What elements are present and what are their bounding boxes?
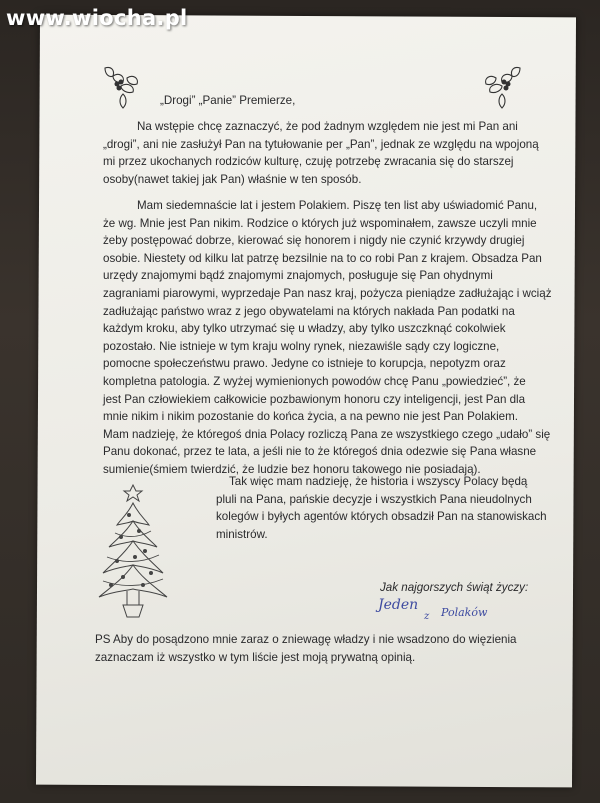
text-line: Na wstępie chcę zaznaczyć, że pod żadnym względem nie jest mi Pan ani xyxy=(137,120,518,133)
text-line: Mam nadzieję, że któregoś dnia Polacy rozliczą Pana ze wszystkiego czego „udało” się xyxy=(103,427,551,441)
text-line: pomocne społeczeństwu prawo. Jedyne co istnieje to korupcja, nepotyzm oraz xyxy=(103,357,506,371)
text-line: jest Pan człowiekiem całkowicie pozbawionym honoru czy inteligencji, jest Pan dla xyxy=(103,392,526,406)
text-line: Tak więc mam nadzieję, że historia i wszyscy Polacy będą xyxy=(229,475,528,488)
text-line: pluli na Pana, pańskie decyzje i wszystkich Pana nieudolnych xyxy=(216,492,532,506)
text-line: kolegów i byłych agentów których obsadził Pan na stanowiskach xyxy=(216,510,547,524)
text-line: każdym kroku, aby tylko utrzymać się u władzy, aby tylko uszczknąć cokolwiek xyxy=(103,322,506,336)
text-line: sumienie(śmiem twierdzić, że ludzie bez honoru takowego nie posiadają). xyxy=(103,462,481,476)
letter-greeting: „Drogi” „Panie” Premierze, xyxy=(160,94,296,107)
paragraph-3 xyxy=(216,473,547,543)
text-line: osobie. Niestety od kilku lat patrzę bezsilnie na to co robi Pan z krajem. Obsadza Pan xyxy=(103,251,542,265)
text-line: zagraniami piarowymi, wyprzedaje Pan nasz kraj, pożycza pieniądze zadłużając i wciąż xyxy=(103,286,552,300)
text-line: pozostało. Nie istnieje w tym kraju wolny rynek, niezawiśle sądy czy logiczne, xyxy=(103,339,500,353)
paragraph-2 xyxy=(103,197,552,479)
postscript xyxy=(95,631,517,666)
signature-word: z xyxy=(424,611,430,622)
text-line: zadłużając państwo wraz z jego obywatelami na których nakłada Pan podatki na xyxy=(103,304,515,318)
text-line: zaznaczam iż wszystko w tym liście jest moją prywatną opinią. xyxy=(95,650,416,664)
text-line: żeby postępować dobrze, kierować się honorem i nigdy nie czynić krzywdy drugiej xyxy=(103,234,525,248)
text-line: „drogi”, ani nie zasłużył Pan na tytułowanie per „Pan”, jednak ze względu na wpojoną xyxy=(103,137,539,151)
text-line: że wg. Mnie jest Pan nikim. Rodzice o których już wspominałem, zawsze uczyli mnie xyxy=(103,216,537,230)
text-line: Panu dokonać, przez te lata, a jeśli nie to że któregoś dnia odezwie się Pana własne xyxy=(103,445,537,459)
christmas-tree-icon xyxy=(93,481,173,621)
text-line: osoby(nawet takiej jak Pan) właśnie w ten sposób. xyxy=(103,172,362,186)
text-line: kompletna patologia. Z wyżej wymienionych powodów chcę Panu „powiedzieć”, że xyxy=(103,374,526,388)
signature-word: Polaków xyxy=(441,606,488,619)
text-line: mi przez ukochanych rodziców kulturę, czuję potrzebę zwracania się do starszej xyxy=(103,155,514,169)
text-line: urzędy znajomymi bądź znajomymi znajomych, posługuje się Pan ohydnymi xyxy=(103,269,493,283)
letter-closing: Jak najgorszych świąt życzy: xyxy=(380,581,529,594)
text-line: Mam siedemnaście lat i jestem Polakiem. Piszę ten list aby uświadomić Panu, xyxy=(137,199,538,212)
text-line: mnie nikim i nikim pozostanie do końca życia, a na pewno nie jest Pan Polakiem. xyxy=(103,410,519,424)
signature-word: Jeden xyxy=(378,597,419,613)
text-line: ministrów. xyxy=(216,527,268,541)
holly-left-icon xyxy=(97,60,145,112)
text-line: PS Aby do posądzono mnie zaraz o zniewagę władzy i nie wsadzono do więzienia xyxy=(95,633,517,646)
paragraph-1 xyxy=(103,118,539,188)
watermark: www.wiocha.pl xyxy=(6,6,188,30)
holly-right-icon xyxy=(480,60,530,112)
